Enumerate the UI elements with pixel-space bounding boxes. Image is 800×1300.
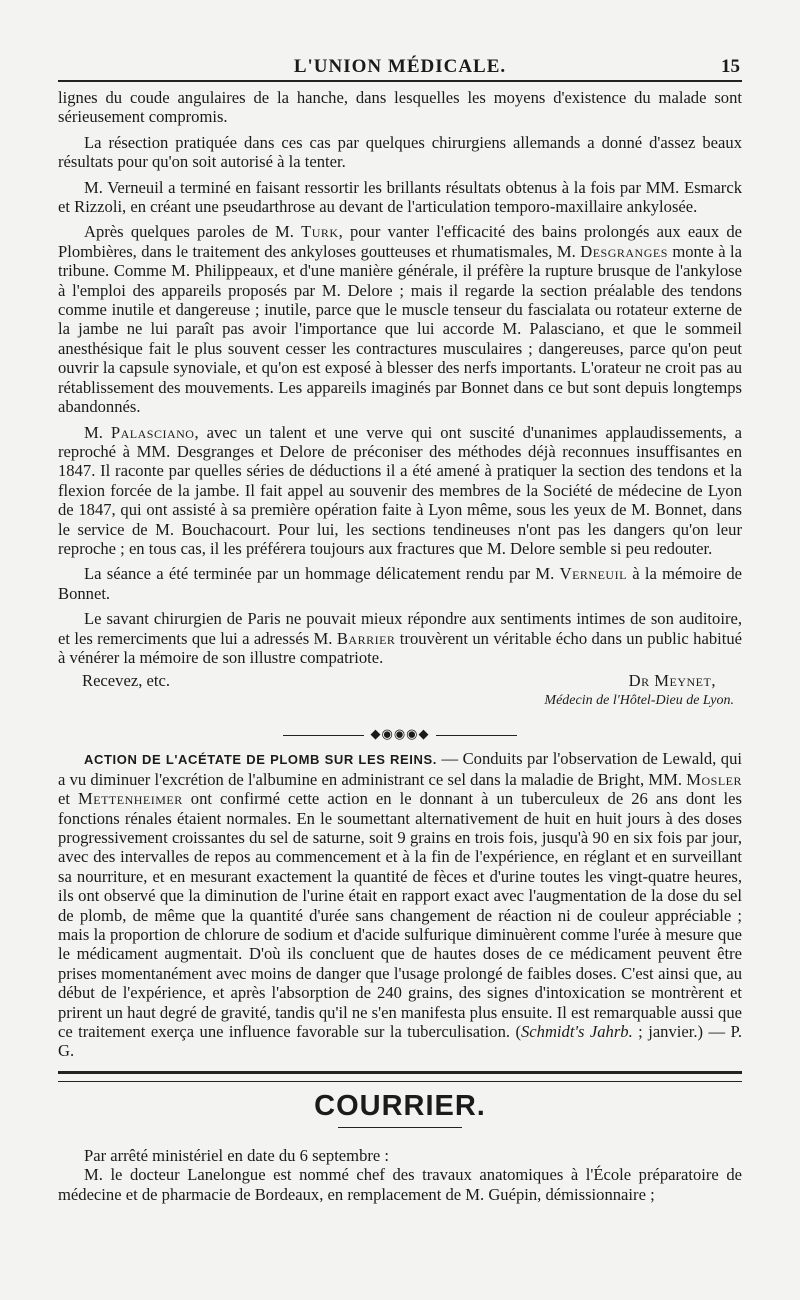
article-heading: ACTION DE L'ACÉTATE DE PLOMB SUR LES REINS. — [84, 752, 437, 768]
person-name: Desgranges — [580, 241, 668, 261]
text-run: Le savant chirurgien de Paris ne pouvait mieux répondre aux sentiments intimes de son auditoire, et les remerciments que lui a adressés M. — [58, 609, 742, 648]
paragraph: lignes du coude angulaires de la hanche, dans lesquelles les moyens d'existence du malade sont sérieusement compromis. — [58, 88, 742, 127]
paragraph — [58, 749, 742, 1061]
text-run: trouvèrent un véritable écho dans un public habitué à vénérer la mémoire de son illustre compatriote. — [58, 628, 742, 667]
text-run: La séance a été terminée par un hommage délicatement rendu par M. — [84, 564, 560, 584]
text-run: , pour vanter l'efficacité des bains prolongés aux eaux de Plombières, dans le traitement des ankyloses goutteuses et rhumatismales, M. — [58, 222, 743, 261]
ornament-icon: ◆◉◉◉◆ — [58, 726, 742, 744]
double-rule-divider — [58, 1071, 742, 1082]
section-title: COURRIER. — [314, 1089, 486, 1122]
person-name: Mosler — [686, 769, 742, 789]
text-run: , avec un talent et une verve qui ont suscité d'unanimes applaudissements, a reproché à MM. Desgranges et Delore de préconiser des méthodes déjà reconnues insuffisantes en 1847. Il raconte par quelles séries de déductions il a été amené à pratiquer la section des tendons et la flexion forcée de la jambe. Il fait appel au souvenir des membres de la Société de médecine de Lyon de 1847, qui ont assisté à sa première opération faite à Lyon même, sous les yeux de M. Bonnet, dans le service de M. Bouchacourt. Pour lui, les sections tendineuses n'ont pas les dangers qu'on leur reproche ; en tous cas, il les préférera toujours aux fractures que M. Delore semble si peu redouter. — [58, 422, 742, 558]
paragraph — [58, 609, 742, 667]
letter-signoff — [58, 671, 742, 715]
paragraph — [58, 222, 742, 416]
person-name: Palasciano — [110, 422, 195, 442]
source-citation: Schmidt's Jahrb. — [520, 1022, 633, 1042]
text-run: Après quelques paroles de M. — [84, 222, 302, 242]
text-run: ; janvier.) — P. G. — [58, 1022, 743, 1061]
paragraph — [58, 564, 742, 603]
paragraph: Par arrêté ministériel en date du 6 septembre : — [84, 1145, 390, 1165]
section-divider-ornament — [58, 725, 742, 747]
text-run: M. — [84, 422, 111, 442]
page-number: 15 — [721, 56, 740, 77]
running-header — [58, 44, 742, 82]
paragraph — [58, 423, 742, 559]
title-underline — [338, 1127, 462, 1128]
paragraph: M. Verneuil a terminé en faisant ressortir les brillants résultats obtenus à la fois par MM. Esmarck et Rizzoli, en créant une pseudarthrose au devant de l'articulation temporo-maxillaire ankylosée. — [58, 177, 742, 217]
paragraph: M. le docteur Lanelongue est nommé chef des travaux anatomiques à l'École préparatoire de médecine et de pharmacie de Bordeaux, en remplacement de M. Guépin, démissionnaire ; — [58, 1165, 742, 1204]
person-name: Verneuil — [559, 564, 627, 584]
text-run: à la mémoire de Bonnet. — [58, 564, 742, 603]
journal-title: L'UNION MÉDICALE. — [293, 56, 507, 77]
text-run: et — [58, 789, 79, 809]
person-name: Barrier — [336, 628, 396, 648]
text-run: monte à la tribune. Comme M. Philippeaux, et d'une manière générale, il préfère la rupture brusque de l'ankylose à l'emploi des appareils proposés par M. Delore ; mais il regarde la section préalable des tendons comme inutile et dangereuse ; inutile, parce que le muscle tenseur du fascialata ou rotateur externe de la jambe ne lui paraît pas avoir l'importance que lui accorde M. Palasciano, et que le sommeil anesthésique fait le plus souvent cesser les contractures musculaires ; dangereuses, parce qu'on peut ouvrir la capsule synoviale, et qu'on est exposé à blesser des nerfs importants. L'orateur ne croit pas au rétablissement des mouvements. Les appareils imaginés par Bonnet dans ce but sont depuis longtemps abandonnés. — [58, 241, 743, 417]
text-run: — Conduits par l'observation de Lewald, qui a vu diminuer l'excrétion de l'albumine en administrant ce sel dans la maladie de Bright, MM. — [58, 749, 742, 789]
paragraph: La résection pratiquée dans ces cas par quelques chirurgiens allemands a donné d'assez beaux résultats pour qu'on soit autorisé à la tenter. — [58, 132, 742, 172]
closing-formula: Recevez, etc. — [82, 671, 170, 691]
person-name: Mettenheimer — [78, 789, 183, 809]
text-run: ont confirmé cette action en le donnant à un tuberculeux de 26 ans dont les fonctions rénales étaient normales. En le soumettant alternativement de huit en huit jours à des doses progressivement croissantes du sel de saturne, soit 9 grains en trois fois, jusqu'à 90 en six fois par jour, avec des intervalles de repos au commencement et à la fin de l'expérience, en réglant et en surveillant sa nourriture, et en mesurant exactement la quantité de fèces et d'urine toutes les vingt-quatre heures, ils ont observé que la diminution de l'urine était en rapport exact avec l'augmentation de la dose du sel de plomb, de même que la quantité d'urée sans changement de réaction ni de couleur appréciable ; mais la proportion de chlorure de sodium et d'acide sulfurique diminuèrent comme l'urée à mesure que le médicament augmentait. D'où ils concluent que de hautes doses de ce médicament peuvent être prises momentanément avec moins de danger que l'usage prolongé de faibles doses. C'est ainsi que, au début de l'expérience, et après l'absorption de 240 grains, des signes d'intoxication se montrèrent et prirent un haut degré de gravité, tandis qu'il ne s'en manifesta plus ensuite. Il est remarquable aussi que ce traitement exerça une influence favorable sur la tuberculisation. ( — [58, 789, 742, 1042]
author-affiliation: Médecin de l'Hôtel-Dieu de Lyon. — [544, 693, 734, 709]
person-name: Turk — [301, 222, 339, 242]
signature: Dr Meynet, — [628, 671, 716, 691]
